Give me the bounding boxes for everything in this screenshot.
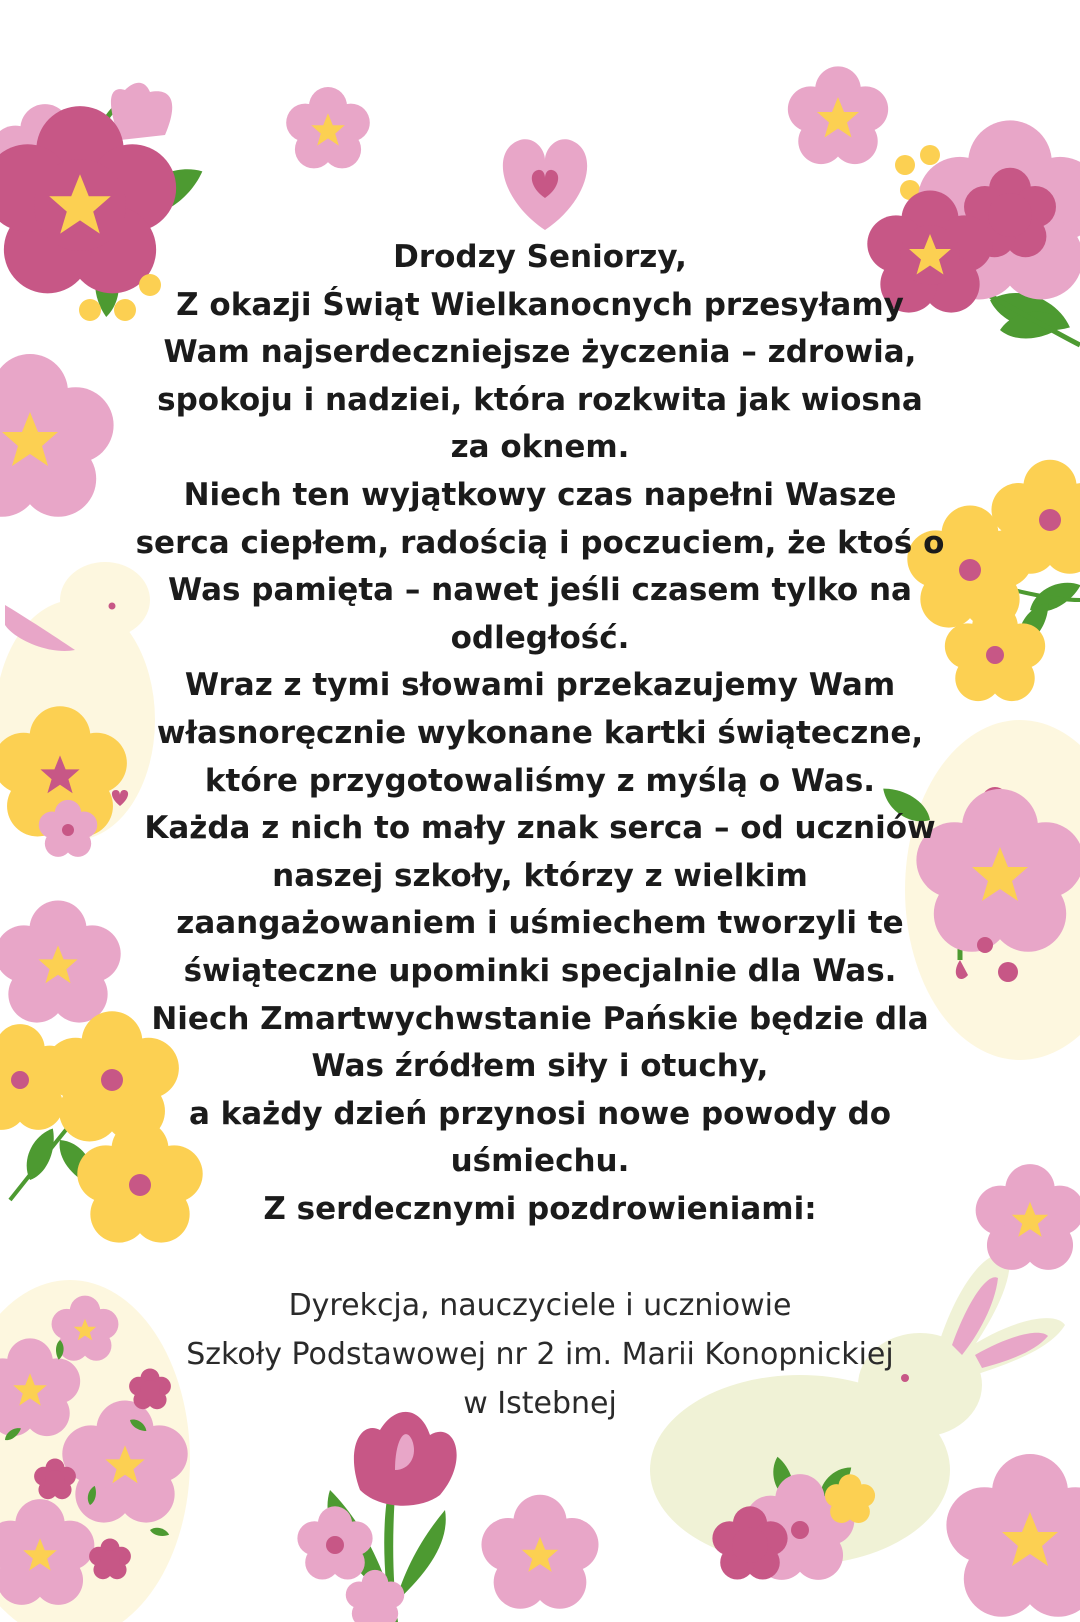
signature-line: w Istebnej: [463, 1386, 617, 1422]
letter-line: Was pamięta – nawet jeśli czasem tylko na: [168, 572, 912, 609]
letter: [130, 234, 950, 1428]
letter-line: odległość.: [450, 619, 630, 656]
letter-line: spokoju i nadziei, która rozkwita jak wiosna: [157, 381, 923, 418]
signature-line: Szkoły Podstawowej nr 2 im. Marii Konopnickiej: [186, 1337, 894, 1373]
spacer: [130, 1233, 950, 1281]
letter-line: Wam najserdeczniejsze życzenia – zdrowia,: [163, 334, 917, 371]
letter-line: Was źródłem siły i otuchy,: [311, 1048, 769, 1085]
letter-body: [130, 234, 950, 1233]
letter-line: Niech ten wyjątkowy czas napełni Wasze: [183, 476, 897, 513]
signature: [130, 1281, 950, 1428]
letter-line: Wraz z tymi słowami przekazujemy Wam: [184, 667, 896, 704]
greeting: Drodzy Seniorzy,: [393, 239, 687, 275]
signature-line: Dyrekcja, nauczyciele i uczniowie: [288, 1288, 792, 1324]
letter-line: Każda z nich to mały znak serca – od uczniów: [144, 810, 936, 847]
letter-line: świąteczne upominki specjalnie dla Was.: [183, 952, 897, 989]
letter-line: uśmiechu.: [450, 1143, 630, 1180]
letter-line: naszej szkoły, którzy z wielkim: [272, 857, 808, 894]
letter-line: Niech Zmartwychwstanie Pańskie będzie dla: [151, 1000, 929, 1037]
letter-line: zaangażowaniem i uśmiechem tworzyli te: [176, 905, 904, 942]
closing: Z serdecznymi pozdrowieniami:: [263, 1190, 817, 1227]
letter-line: własnoręcznie wykonane kartki świąteczne,: [156, 714, 924, 751]
letter-line: za oknem.: [450, 429, 630, 466]
letter-line: Z okazji Świąt Wielkanocnych przesyłamy: [176, 286, 904, 323]
letter-line: które przygotowaliśmy z myślą o Was.: [204, 762, 876, 799]
letter-line: serca ciepłem, radością i poczuciem, że ktoś o: [135, 524, 945, 561]
letter-line: a każdy dzień przynosi nowe powody do: [188, 1095, 892, 1132]
